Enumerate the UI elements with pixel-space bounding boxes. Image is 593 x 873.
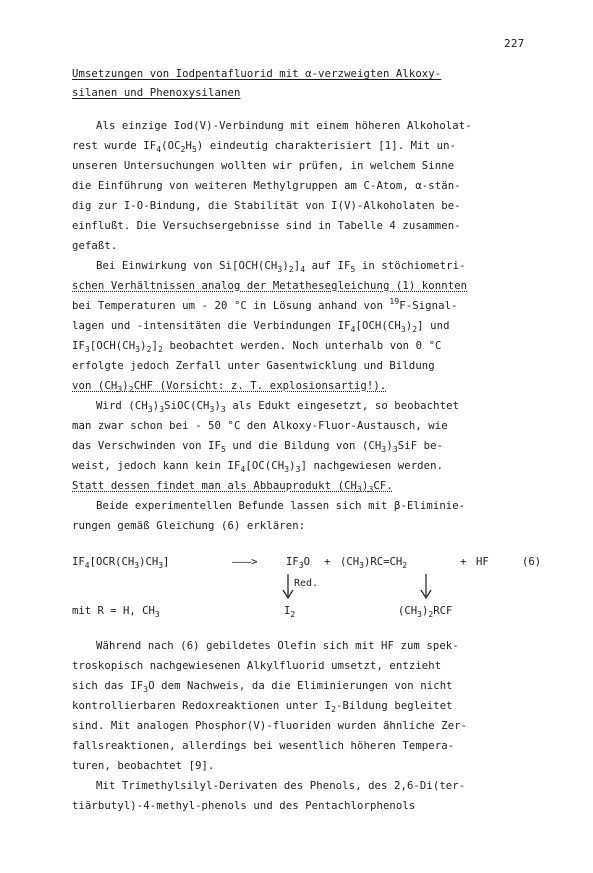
paragraph-5-line-4: kontrollierbaren Redoxreaktionen unter $I_2$-Bildung begleitet [72, 700, 453, 714]
paragraph-3-line-1: Wird $(CH_3)_3SiOC(CH_3)_3$ als Edukt eingesetzt, so beobachtet [96, 400, 460, 414]
paragraph-1-line-5: dig zur I-O-Bindung, die Stabilität von I(V)-Alkoholaten be- [72, 200, 461, 212]
equation-below-i2: $I_2$ [284, 605, 296, 619]
paragraph-2-line-7: von $(CH_3)_2CHF$ (Vorsicht: z. T. explosionsartig!). [72, 380, 387, 394]
paragraph-2-line-2: schen Verhältnissen analog der Metathesegleichung (1) konnten [72, 280, 468, 292]
equation-plus-2: + [460, 556, 467, 568]
section-heading-line-1: Umsetzungen von Iodpentafluorid mit α-verzweigten Alkoxy- [72, 68, 442, 80]
paragraph-1-line-6: einflußt. Die Versuchsergebnisse sind in Tabelle 4 zusammen- [72, 220, 461, 232]
page-number: 227 [504, 37, 525, 50]
paragraph-1-line-7: gefaßt. [72, 240, 118, 252]
paragraph-1-line-4: die Einführung von weiteren Methylgruppen am C-Atom, α-stän- [72, 180, 461, 192]
paragraph-3-line-3: das Verschwinden von $IF_5$ und die Bildung von $(CH_3)_3SiF$ be- [72, 440, 444, 454]
paragraph-1-line-3: unseren Untersuchungen wollten wir prüfen, in welchem Sinne [72, 160, 455, 172]
equation-product-hf: HF [476, 556, 489, 568]
paragraph-2-line-1: Bei Einwirkung von $Si[OCH(CH_3)_2]_4$ auf $IF_5$ in stöchiometri- [96, 260, 466, 274]
equation-plus-1: + [324, 556, 331, 568]
paragraph-4-line-2: rungen gemäß Gleichung (6) erklären: [72, 520, 306, 532]
equation-below-alkylfluoride: $(CH_3)_2RCF$ [398, 605, 453, 619]
paragraph-4-line-1: Beide experimentellen Befunde lassen sich mit β-Eliminie- [96, 500, 466, 512]
paragraph-5-line-3: sich das $IF_3O$ dem Nachweis, da die Eliminierungen von nicht [72, 680, 453, 694]
paragraph-2-line-3: bei Temperaturen um - 20 °C in Lösung anhand von $^{19}$F-Signal- [72, 297, 458, 312]
paragraph-2-line-5: $IF_3[OCH(CH_3)_2]_2$ beobachtet werden. Noch unterhalb von 0 °C [72, 340, 442, 354]
paragraph-3-line-4: weist, jedoch kann kein $IF_4[OC(CH_3)_3]$ nachgewiesen werden. [72, 460, 444, 474]
arrow-to-alkylfluoride [421, 574, 431, 598]
paragraph-1-line-1: Als einzige Iod(V)-Verbindung mit einem höheren Alkoholat- [96, 120, 472, 132]
paragraph-6-line-2: tiärbutyl)-4-methyl-phenols und des Pentachlorphenols [72, 800, 416, 812]
section-heading-line-2: silanen und Phenoxysilanen [72, 87, 241, 99]
equation-substituent-note: mit R = H, $CH_3$ [72, 605, 160, 619]
paragraph-5-line-1: Während nach (6) gebildetes Olefin sich mit HF zum spek- [96, 640, 459, 652]
equation-product-olefin: $(CH_3)RC=CH_2$ [340, 556, 408, 570]
paragraph-2-line-6: erfolgte jedoch Zerfall unter Gasentwicklung und Bildung [72, 360, 435, 372]
equation-number: (6) [522, 556, 542, 568]
paragraph-6-line-1: Mit Trimethylsilyl-Derivaten des Phenols, des 2,6-Di(ter- [96, 780, 466, 792]
paragraph-5-line-2: troskopisch nachgewiesenen Alkylfluorid umsetzt, entzieht [72, 660, 442, 672]
equation-reactant: $IF_4[OCR(CH_3)CH_3]$ [72, 556, 170, 570]
paragraph-5-line-5: sind. Mit analogen Phosphor(V)-fluoriden wurden ähnliche Zer- [72, 720, 468, 732]
equation-product-if3o: $IF_3O$ [286, 556, 310, 570]
paragraph-1-line-2: rest wurde $IF_4(OC_2H_5)$ eindeutig charakterisiert [1]. Mit un- [72, 140, 457, 154]
equation-red-label: Red. [294, 578, 319, 589]
paragraph-3-line-2: man zwar schon bei - 50 °C den Alkoxy-Fluor-Austausch, wie [72, 420, 448, 432]
equation-arrow: ———> [232, 556, 258, 568]
arrow-to-i2 [283, 574, 293, 598]
paragraph-5-line-6: fallsreaktionen, allerdings bei wesentlich höheren Tempera- [72, 740, 455, 752]
paragraph-5-line-7: turen, beobachtet [9]. [72, 760, 215, 772]
paragraph-2-line-4: lagen und -intensitäten die Verbindungen $IF_4[OCH(CH_3)_2]$ und [72, 320, 450, 334]
paragraph-3-line-5: Statt dessen findet man als Abbauprodukt $(CH_3)_3CF$. [72, 480, 393, 494]
